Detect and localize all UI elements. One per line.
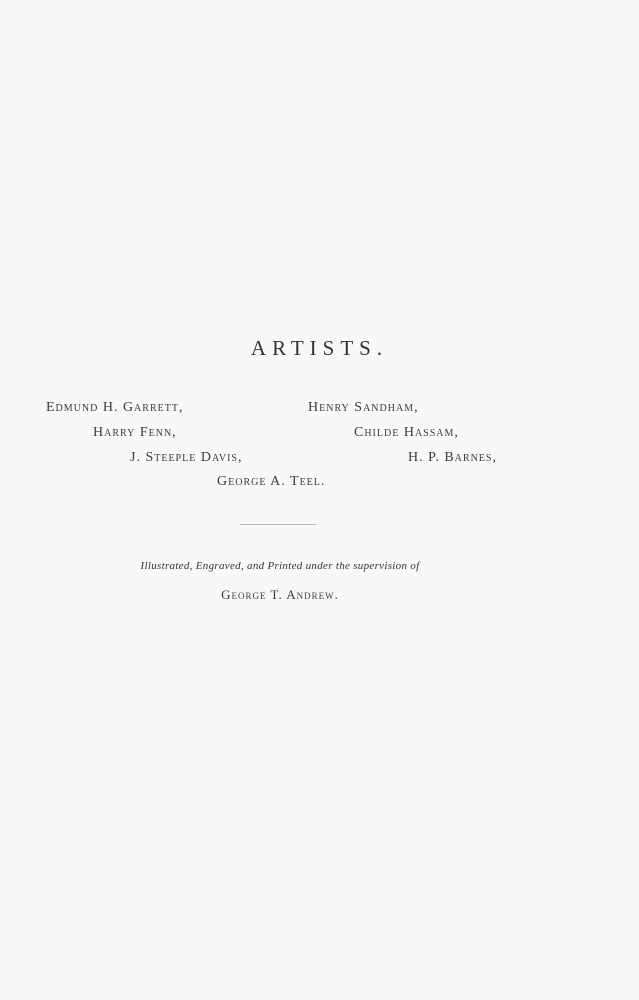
artist-name: Childe Hassam, bbox=[354, 425, 459, 440]
artist-name: H. P. Barnes, bbox=[408, 450, 497, 465]
artist-name: George A. Teel. bbox=[217, 474, 326, 489]
supervisor-name: George T. Andrew. bbox=[221, 587, 339, 602]
artist-name: Edmund H. Garrett, bbox=[46, 400, 184, 415]
artist-name: Harry Fenn, bbox=[93, 425, 177, 440]
divider-rule bbox=[240, 524, 316, 525]
artist-name: J. Steeple Davis, bbox=[130, 450, 243, 465]
page-heading: ARTISTS. bbox=[250, 336, 389, 360]
supervision-line: Illustrated, Engraved, and Printed under the supervision of bbox=[140, 560, 420, 572]
artist-name: Henry Sandham, bbox=[308, 400, 419, 415]
